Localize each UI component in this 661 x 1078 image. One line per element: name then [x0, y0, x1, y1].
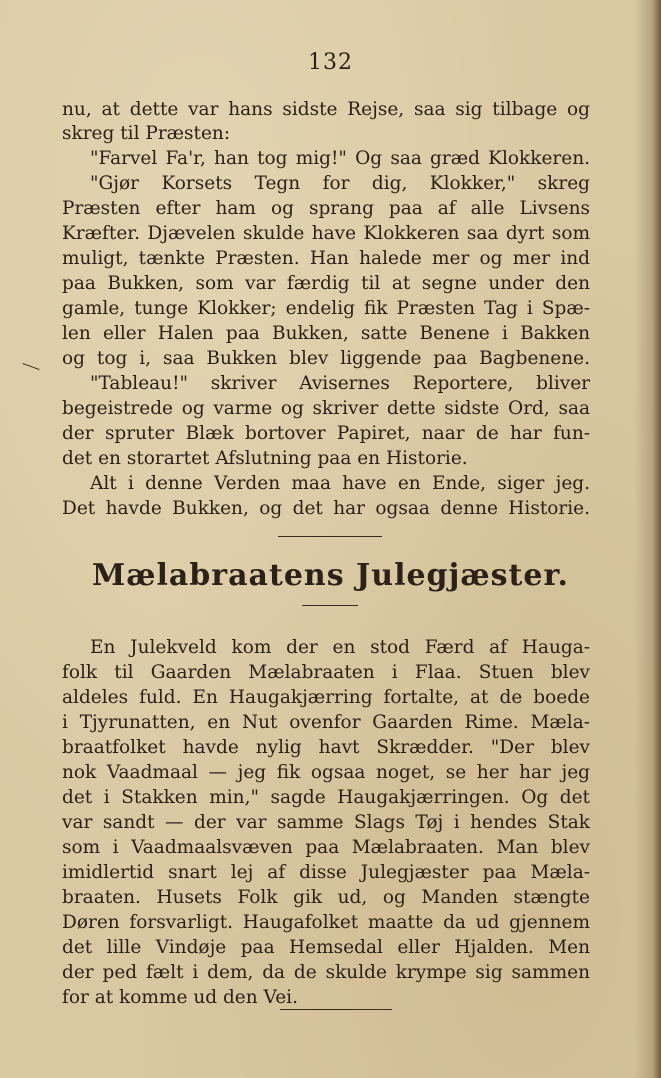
story-line: muligt, tænkte Præsten. Han halede mer og mer ind	[62, 248, 590, 269]
story-line: skreg til Præsten:	[62, 123, 231, 144]
page-number: 132	[308, 50, 353, 75]
story-line: der spruter Blæk bortover Papiret, naar de har fun-	[62, 423, 590, 444]
end-divider	[280, 1009, 392, 1010]
section-line: imidlertid snart lej af disse Julegjæster paa Mæla-	[62, 862, 590, 883]
story-line: "Farvel Fa'r, han tog mig!" Og saa græd Klokkeren.	[90, 148, 590, 169]
section-line: der ped fælt i dem, da de skulde krympe sig sammen	[62, 962, 590, 983]
story-line: nu, at dette var hans sidste Rejse, saa sig tilbage og	[62, 99, 590, 120]
story-line: Alt i denne Verden maa have en Ende, siger jeg.	[90, 473, 590, 494]
story-line: "Tableau!" skriver Avisernes Reportere, bliver	[90, 373, 590, 394]
section-line: var sandt — der var samme Slags Tøj i hendes Stak	[62, 812, 590, 833]
story-line: og tog i, saa Bukken blev liggende paa Bagbenene.	[62, 348, 590, 369]
section-divider	[278, 536, 382, 537]
section-line: braaten. Husets Folk gik ud, og Manden stængte	[62, 887, 590, 908]
story-line: Kræfter. Djævelen skulde have Klokkeren saa dyrt som	[62, 223, 590, 244]
section-title: Mælabraatens Julegjæster.	[92, 558, 569, 593]
story-line: Det havde Bukken, og det har ogsaa denne Historie.	[62, 498, 590, 519]
section-line: braatfolket havde nylig havt Skrædder. "Der blev	[62, 737, 590, 758]
section-line: som i Vaadmaalsvæven paa Mælabraaten. Man blev	[62, 837, 590, 858]
story-line: begeistrede og varme og skriver dette sidste Ord, saa	[62, 398, 590, 419]
page-edge-shadow	[653, 0, 661, 1078]
margin-pencil-mark	[22, 363, 39, 370]
story-line: gamle, tunge Klokker; endelig fik Præsten Tag i Spæ-	[62, 298, 590, 319]
title-underline	[302, 605, 358, 606]
story-line: det en storartet Afslutning paa en Historie.	[62, 448, 468, 469]
section-line: nok Vaadmaal — jeg fik ogsaa noget, se her har jeg	[62, 762, 590, 783]
section-line: Døren forsvarligt. Haugafolket maatte da ud gjennem	[62, 912, 590, 933]
story-line: "Gjør Korsets Tegn for dig, Klokker," skreg	[90, 173, 590, 194]
story-line: len eller Halen paa Bukken, satte Benene i Bakken	[62, 323, 590, 344]
section-line: folk til Gaarden Mælabraaten i Flaa. Stuen blev	[62, 662, 590, 683]
section-line: En Julekveld kom der en stod Færd af Hauga-	[90, 637, 590, 658]
section-line: for at komme ud den Vei.	[62, 987, 298, 1008]
section-line: det lille Vindøje paa Hemsedal eller Hjalden. Men	[62, 937, 590, 958]
section-line: det i Stakken min," sagde Haugakjærringen. Og det	[62, 787, 590, 808]
section-line: i Tjyrunatten, en Nut ovenfor Gaarden Rime. Mæla-	[62, 712, 590, 733]
story-line: Præsten efter ham og sprang paa af alle Livsens	[62, 198, 590, 219]
section-line: aldeles fuld. En Haugakjærring fortalte, at de boede	[62, 687, 590, 708]
story-line: paa Bukken, som var færdig til at segne under den	[62, 273, 590, 294]
